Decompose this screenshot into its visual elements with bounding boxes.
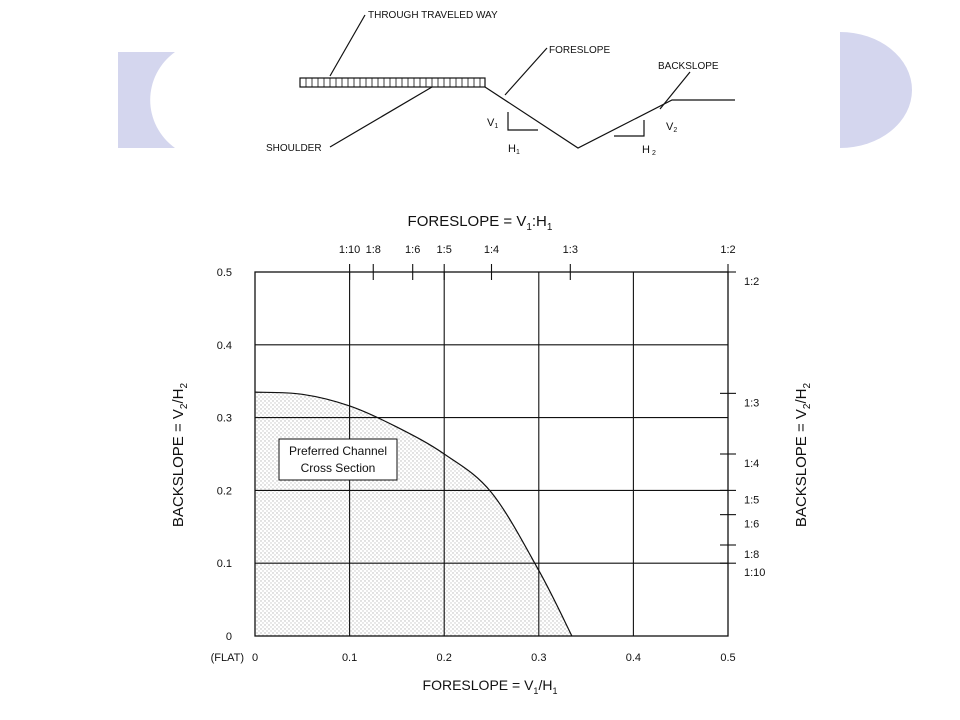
top-ratio-label-3: 1:5 [436,244,452,256]
chart-title: FORESLOPE = $V_1:H_1$ [407,213,553,233]
top-ratio-label-5: 1:3 [562,244,578,256]
decor-circle-left [118,52,175,148]
slope-chart [170,213,813,696]
region-label-line-2: Cross Section [300,461,376,475]
decor-circle-right [840,32,912,148]
label-through-traveled-way: THROUGH TRAVELED WAY [368,10,498,21]
through-traveled-way-strip [300,78,485,87]
leader-shoulder [330,87,432,147]
region-label-box [279,439,397,480]
x-tick-label-1: 0.1 [341,652,358,664]
x-tick-label-3: 0.3 [531,652,547,664]
y-tick-label-0: 0 [225,631,232,643]
right-ratio-label-6: 1:10 [744,567,766,580]
top-ratio-label-0: 1:10 [338,244,361,256]
top-ratio-label-2: 1:6 [405,244,421,256]
slope-triangle-1 [508,112,538,130]
y-axis-label-right: BACKSLOPE = $V_2/H_2$ [793,382,813,528]
right-ratio-label-0: 1:2 [744,276,760,288]
region-label-line-1: Preferred Channel [288,444,388,458]
y-tick-label-2: 0.2 [216,485,232,498]
x-tick-label-0: 0 [251,652,259,664]
leader-foreslope [505,48,547,95]
leader-through-traveled-way [330,15,365,76]
right-ratio-label-4: 1:6 [744,518,760,531]
y-axis-label-left: BACKSLOPE = $V_2/H_2$ [170,382,190,528]
top-ratio-label-6: 1:2 [720,244,736,256]
y-tick-label-1: 0.1 [216,558,232,571]
right-ratio-label-3: 1:5 [744,494,760,507]
label-v2: V2 [666,121,678,134]
y-tick-label-5: 0.5 [216,267,232,279]
leader-backslope [660,72,690,109]
right-ratio-label-5: 1:8 [744,549,760,561]
label-v1: V1 [487,117,499,130]
label-h2: H 2 [642,144,656,157]
top-ratio-label-4: 1:4 [483,244,500,256]
y-tick-label-3: 0.3 [216,412,232,425]
top-ratio-label-1: 1:8 [365,244,381,256]
preferred-region-fill [255,392,572,636]
right-ratio-label-2: 1:4 [744,458,760,470]
right-ratio-label-1: 1:3 [744,397,760,410]
x-tick-label-5: 0.5 [720,652,736,664]
x-tick-label-4: 0.4 [625,652,642,664]
x-origin-label: (FLAT) [210,652,244,664]
label-h1: H1 [508,143,520,156]
x-tick-label-2: 0.2 [436,652,452,664]
label-shoulder: SHOULDER [266,143,322,154]
x-axis-label: FORESLOPE = $V_1/H_1$ [422,677,558,696]
label-backslope: BACKSLOPE [658,61,719,72]
y-tick-label-4: 0.4 [216,339,232,352]
ground-profile [485,87,735,148]
label-foreslope: FORESLOPE [549,45,611,56]
